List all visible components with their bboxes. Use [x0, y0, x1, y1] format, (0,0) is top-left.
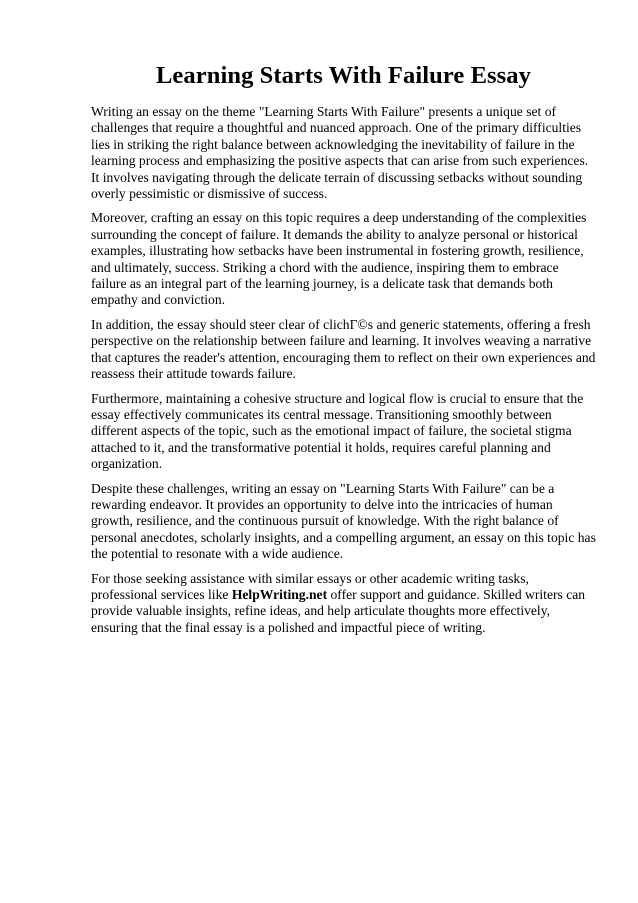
- paragraph-6-text-after: offer support and guidance. Skilled writers can provide valuable insights, refine ideas, and help articulate thoughts more effectively, ensuring that the final essay is a polished and impactful piece of writing.: [91, 586, 586, 635]
- paragraph-3: In addition, the essay should steer clear of clichГ©s and generic statements, offering a fresh perspective on the relationship between failure and learning. It involves weaving a narrative that captures the reader's attention, encouraging them to reflect on their own experiences and reassess their attitude towards failure.: [91, 316, 596, 382]
- helpwriting-link-text: HelpWriting.net: [231, 586, 328, 602]
- document-page: [91, 60, 596, 644]
- paragraph-6-text-before: For those seeking assistance with similar essays or other academic writing tasks, professional services like: [91, 570, 529, 602]
- paragraph-5: Despite these challenges, writing an essay on "Learning Starts With Failure" can be a rewarding endeavor. It provides an opportunity to delve into the intricacies of human growth, resilience, and the continuous pursuit of knowledge. With the right balance of personal anecdotes, scholarly insights, and a compelling argument, an essay on this topic has the potential to resonate with a wide audience.: [91, 480, 596, 562]
- paragraph-1: Writing an essay on the theme "Learning Starts With Failure" presents a unique set of challenges that require a thoughtful and nuanced approach. One of the primary difficulties lies in striking the right balance between acknowledging the inevitability of failure in the learning process and emphasizing the positive aspects that can arise from such experiences. It involves navigating through the delicate terrain of discussing setbacks without sounding overly pessimistic or dismissive of success.: [91, 104, 589, 202]
- paragraph-2: Moreover, crafting an essay on this topic requires a deep understanding of the complexities surrounding the concept of failure. It demands the ability to analyze personal or historical examples, illustrating how setbacks have been instrumental in fostering growth, resilience, and ultimately, success. Striking a chord with the audience, inspiring them to embrace failure as an integral part of the learning journey, is a delicate task that demands both empathy and conviction.: [91, 210, 587, 308]
- document-title: Learning Starts With Failure Essay: [155, 62, 532, 89]
- paragraph-6: [91, 571, 596, 637]
- paragraph-4: Furthermore, maintaining a cohesive structure and logical flow is crucial to ensure that the essay effectively communicates its central message. Transitioning smoothly between different aspects of the topic, such as the emotional impact of failure, the societal stigma attached to it, and the transformative potential it holds, requires careful planning and organization.: [91, 390, 584, 472]
